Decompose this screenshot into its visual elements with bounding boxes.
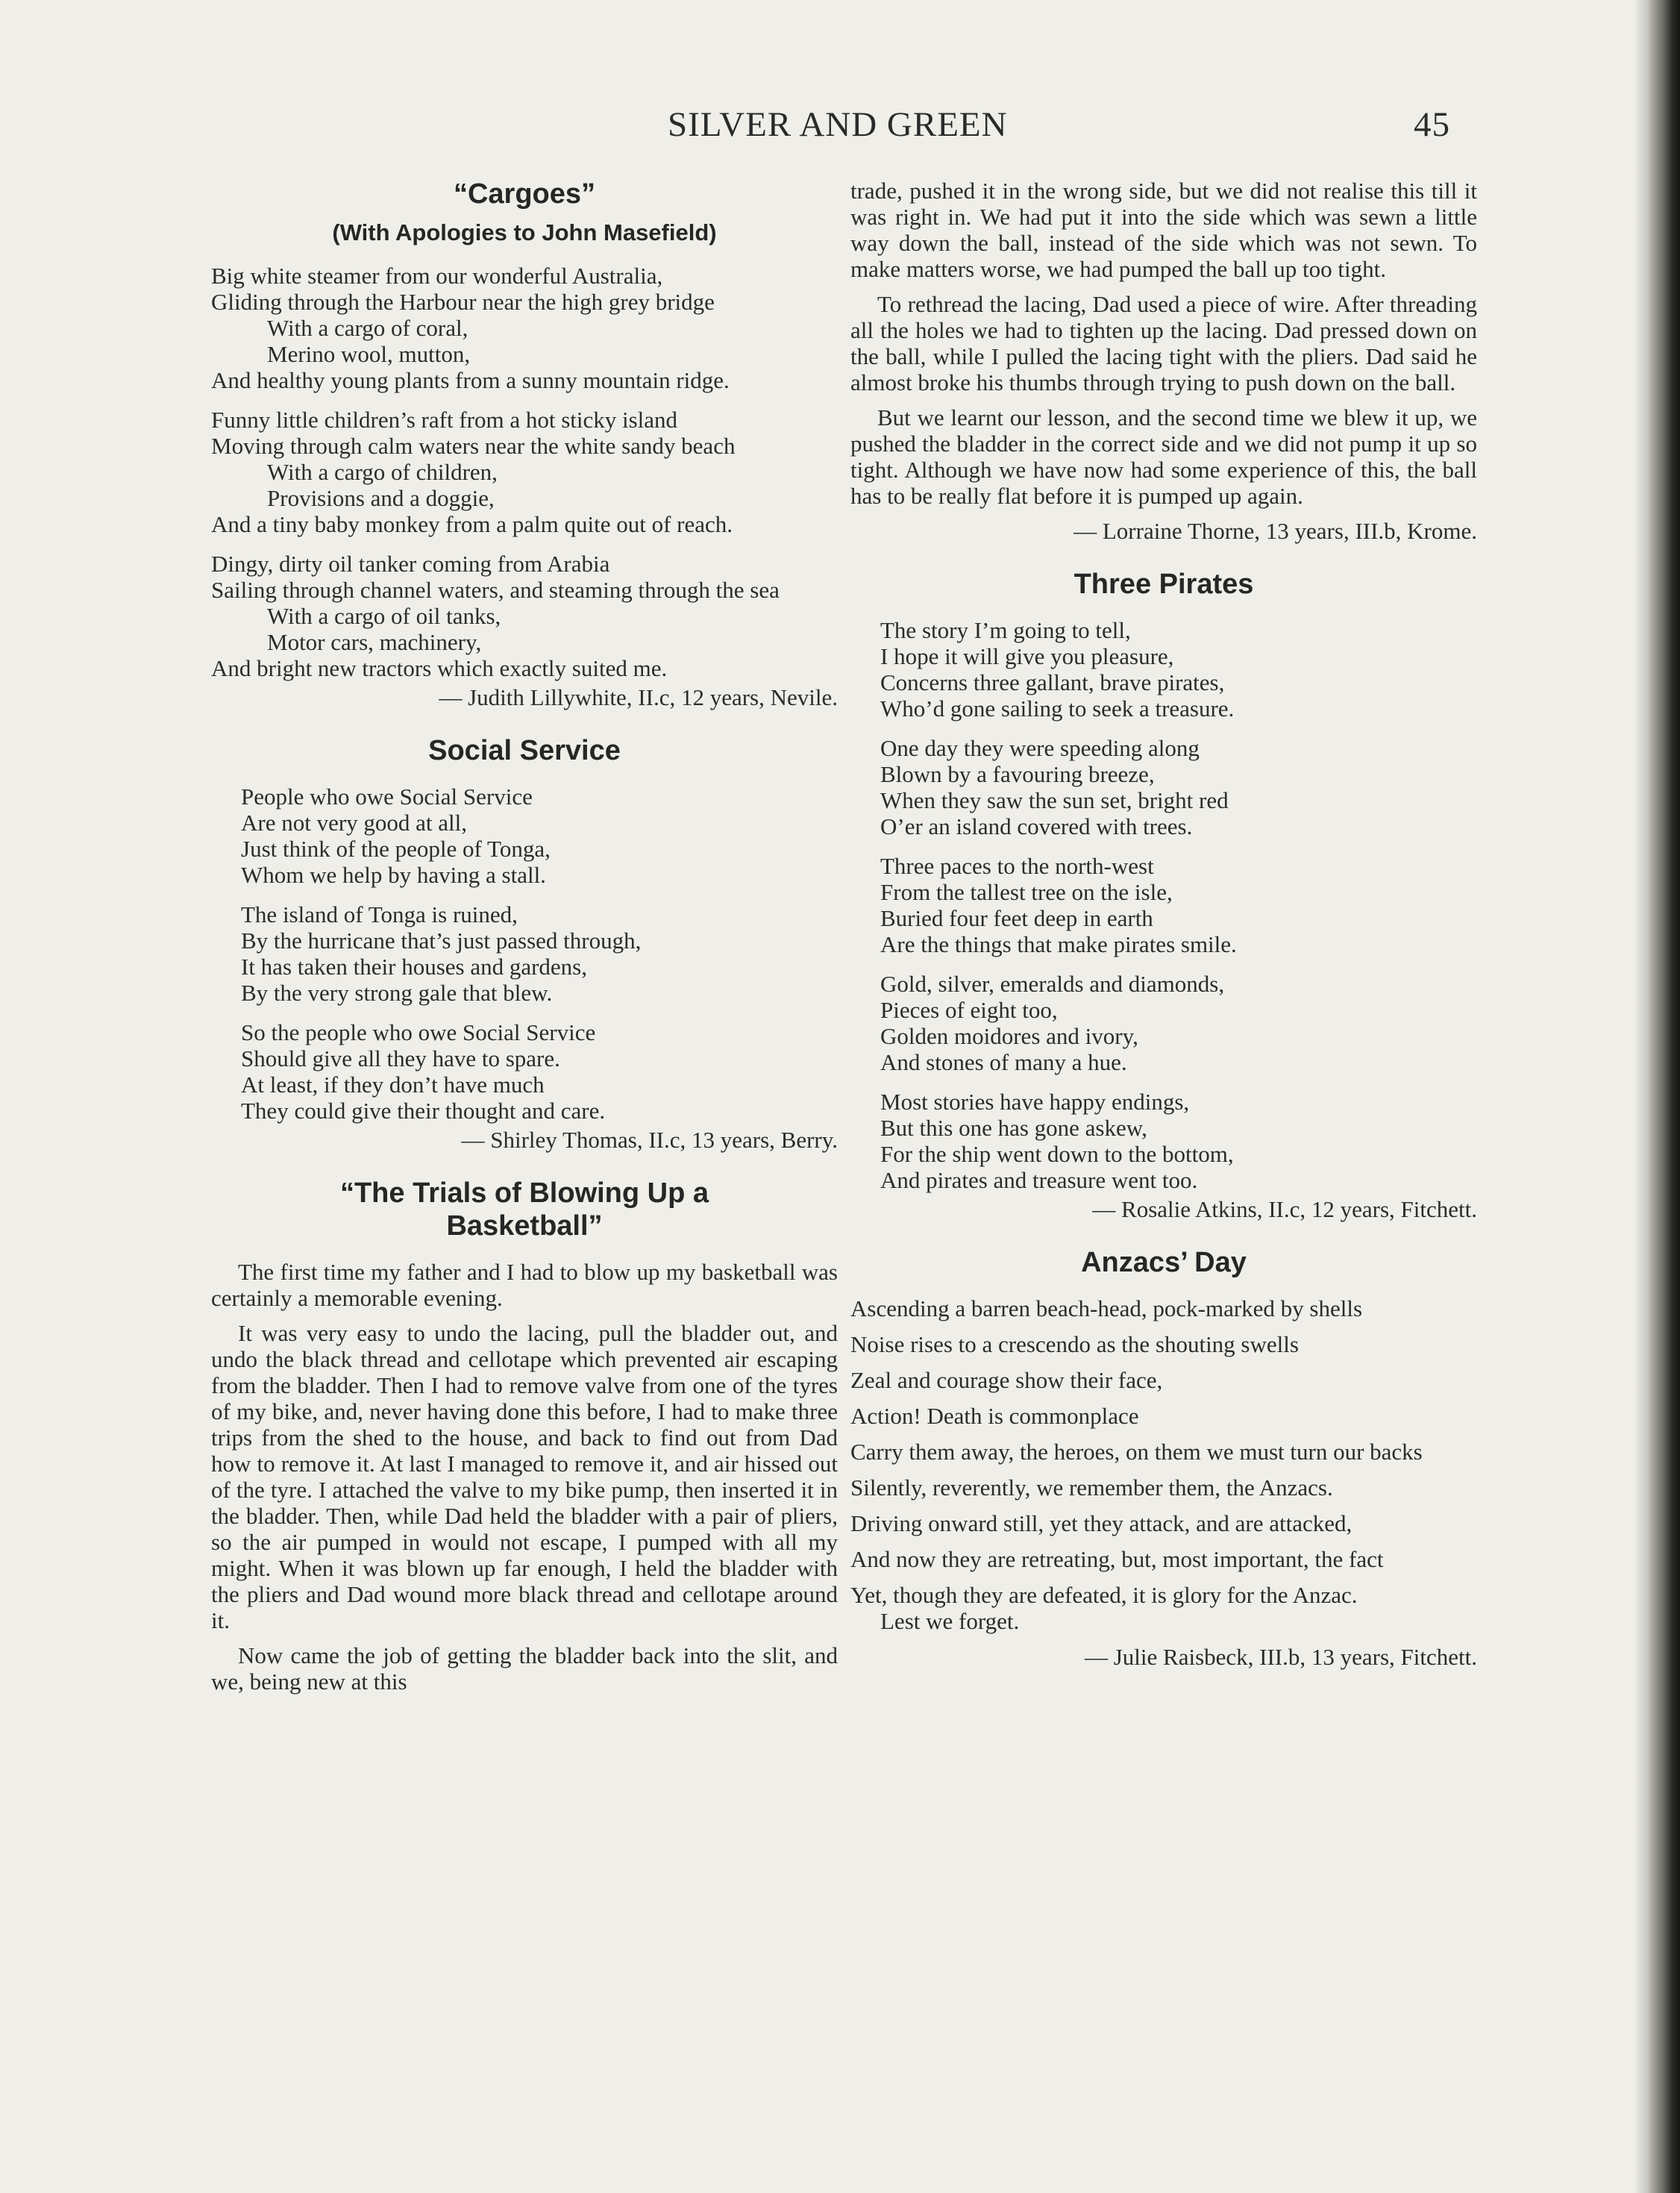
poem-line: And a tiny baby monkey from a palm quite out of reach. xyxy=(211,511,733,537)
poem-line: Lest we forget. xyxy=(880,1608,1020,1634)
poem-line: Golden moidores and ivory, xyxy=(880,1023,1138,1049)
page-number: 45 xyxy=(1414,105,1450,144)
pirates-title: Three Pirates xyxy=(1073,569,1254,600)
cargoes-title: “Cargoes” xyxy=(453,178,596,210)
trials-paragraph: To rethread the lacing, Dad used a piece of wire. After threading all the holes we had to tighten up the lacing. Dad pressed down on the ball, while I pulled the lacing tight with the pliers. Dad said he almost broke his thumbs through trying to push down on the ball. xyxy=(850,291,1477,395)
poem-line: With a cargo of children, xyxy=(267,459,498,485)
poem-line: Whom we help by having a stall. xyxy=(241,862,546,888)
book-spine-edge xyxy=(1649,0,1680,2193)
poem-line: Ascending a barren beach-head, pock-marked by shells xyxy=(850,1295,1363,1321)
trials-paragraph: trade, pushed it in the wrong side, but we did not realise this till it was right in. We had put it into the side which was sewn a little way down the ball, instead of the side which was not sewn. To make matters worse, we had pumped the ball up too tight. xyxy=(850,178,1477,282)
poem-line: The island of Tonga is ruined, xyxy=(241,901,518,927)
poem-line: Zeal and courage show their face, xyxy=(850,1367,1163,1393)
social-service-title: Social Service xyxy=(428,735,621,766)
poem-line: Just think of the people of Tonga, xyxy=(241,836,551,862)
pirates-stanza-2 xyxy=(880,735,1477,839)
poem-line: Blown by a favouring breeze, xyxy=(880,761,1155,787)
poem-line: And bright new tractors which exactly suited me. xyxy=(211,655,668,681)
trials-paragraph: But we learnt our lesson, and the second time we blew it up, we pushed the bladder in the correct side and we did not pump it up so tight. Although we have now had some experience of this, the ball has to be really flat before it is pumped up again. xyxy=(850,404,1477,509)
trials-paragraph: Now came the job of getting the bladder back into the slit, and we, being new at this xyxy=(211,1642,838,1695)
poem-line: At least, if they don’t have much xyxy=(241,1072,545,1098)
trials-paragraph: The first time my father and I had to blow up my basketball was certainly a memorable evening. xyxy=(211,1259,838,1311)
poem-line: Action! Death is commonplace xyxy=(850,1403,1139,1429)
poem-line: The story I’m going to tell, xyxy=(880,617,1131,643)
poem-line: Gliding through the Harbour near the high grey bridge xyxy=(211,289,715,315)
poem-line: And stones of many a hue. xyxy=(880,1049,1127,1075)
right-column xyxy=(850,178,1477,1694)
poem-line: Most stories have happy endings, xyxy=(880,1089,1190,1115)
social-stanza-3 xyxy=(241,1019,838,1124)
poem-line: Big white steamer from our wonderful Australia, xyxy=(211,263,663,289)
poem-line: Motor cars, machinery, xyxy=(267,629,482,655)
poem-line: So the people who owe Social Service xyxy=(241,1019,596,1045)
poem-line: Buried four feet deep in earth xyxy=(880,905,1153,931)
social-service-credit: — Shirley Thomas, II.c, 13 years, Berry. xyxy=(461,1127,838,1153)
pirates-stanza-5 xyxy=(880,1089,1477,1193)
trials-paragraph: It was very easy to undo the lacing, pull the bladder out, and undo the black thread and cellotape which prevented air escaping from the bladder. Then I had to remove valve from one of the tyres of my bike, and, never having done this before, I had to make three trips from the shed to the house, and back to find out from Dad how to remove it. At last I managed to remove it, and air hissed out of the tyre. I attached the valve to my bike pump, then inserted it in the bladder. Then, while Dad held the bladder with a pair of pliers, so the air pumped in would not escape, I pumped with all my might. When it was blown up far enough, I held the bladder with the pliers and Dad wound more black thread and cellotape around it. xyxy=(211,1320,838,1633)
pirates-poem xyxy=(880,617,1477,1193)
poem-line: O’er an island covered with trees. xyxy=(880,813,1193,839)
cargoes-stanza-1 xyxy=(211,263,838,393)
anzacs-credit: — Julie Raisbeck, III.b, 13 years, Fitchett. xyxy=(1084,1644,1477,1670)
poem-line: And healthy young plants from a sunny mountain ridge. xyxy=(211,367,730,393)
left-column xyxy=(211,178,838,1704)
anzacs-title: Anzacs’ Day xyxy=(1081,1247,1247,1278)
poem-line: Yet, though they are defeated, it is glory for the Anzac. xyxy=(850,1582,1358,1608)
poem-line: Are not very good at all, xyxy=(241,810,468,836)
poem-line: And now they are retreating, but, most important, the fact xyxy=(850,1546,1384,1572)
poem-line: With a cargo of oil tanks, xyxy=(267,603,501,629)
poem-line: They could give their thought and care. xyxy=(241,1098,606,1124)
poem-line: Three paces to the north-west xyxy=(880,853,1154,879)
poem-line: Funny little children’s raft from a hot sticky island xyxy=(211,407,678,433)
social-service-poem xyxy=(241,783,838,1124)
poem-line: From the tallest tree on the isle, xyxy=(880,879,1173,905)
poem-line: And pirates and treasure went too. xyxy=(880,1167,1198,1193)
poem-line: With a cargo of coral, xyxy=(267,315,468,341)
poem-line: For the ship went down to the bottom, xyxy=(880,1141,1234,1167)
poem-line: Carry them away, the heroes, on them we must turn our backs xyxy=(850,1439,1423,1465)
pirates-stanza-3 xyxy=(880,853,1477,957)
poem-line: Merino wool, mutton, xyxy=(267,341,471,367)
poem-line: Concerns three gallant, brave pirates, xyxy=(880,669,1225,695)
cargoes-stanza-3 xyxy=(211,551,838,681)
cargoes-stanza-2 xyxy=(211,407,838,537)
poem-line: By the hurricane that’s just passed through, xyxy=(241,927,642,954)
poem-line: Gold, silver, emeralds and diamonds, xyxy=(880,971,1225,997)
poem-line: Sailing through channel waters, and steaming through the sea xyxy=(211,577,780,603)
cargoes-credit: — Judith Lillywhite, II.c, 12 years, Nevile. xyxy=(439,684,838,710)
poem-line: I hope it will give you pleasure, xyxy=(880,643,1174,669)
trials-title-line2: Basketball” xyxy=(446,1210,603,1242)
pirates-stanza-1 xyxy=(880,617,1477,722)
cargoes-subtitle: (With Apologies to John Masefield) xyxy=(332,219,717,245)
poem-line: Dingy, dirty oil tanker coming from Arabia xyxy=(211,551,610,577)
poem-line: By the very strong gale that blew. xyxy=(241,980,553,1006)
poem-line: Noise rises to a crescendo as the shouting swells xyxy=(850,1331,1299,1357)
pirates-credit: — Rosalie Atkins, II.c, 12 years, Fitchett. xyxy=(1092,1196,1477,1222)
poem-line: Driving onward still, yet they attack, and are attacked, xyxy=(850,1510,1353,1536)
poem-line: It has taken their houses and gardens, xyxy=(241,954,588,980)
poem-line: When they saw the sun set, bright red xyxy=(880,787,1229,813)
poem-line: But this one has gone askew, xyxy=(880,1115,1147,1141)
page-gutter-shadow xyxy=(1634,0,1649,2193)
poem-line: Who’d gone sailing to seek a treasure. xyxy=(880,695,1235,722)
poem-line: Provisions and a doggie, xyxy=(267,485,495,511)
poem-line: People who owe Social Service xyxy=(241,783,533,810)
poem-line: One day they were speeding along xyxy=(880,735,1200,761)
poem-line: Should give all they have to spare. xyxy=(241,1045,560,1072)
social-stanza-2 xyxy=(241,901,838,1006)
trials-credit: — Lorraine Thorne, 13 years, III.b, Krome. xyxy=(1073,518,1477,544)
poem-line: Silently, reverently, we remember them, the Anzacs. xyxy=(850,1474,1333,1501)
poem-line: Pieces of eight too, xyxy=(880,997,1058,1023)
trials-title: “The Trials of Blowing Up a xyxy=(339,1177,709,1209)
poem-line: Moving through calm waters near the white sandy beach xyxy=(211,433,736,459)
journal-title: SILVER AND GREEN xyxy=(668,105,1008,144)
social-stanza-1 xyxy=(241,783,838,888)
pirates-stanza-4 xyxy=(880,971,1477,1075)
poem-line: Are the things that make pirates smile. xyxy=(880,931,1237,957)
